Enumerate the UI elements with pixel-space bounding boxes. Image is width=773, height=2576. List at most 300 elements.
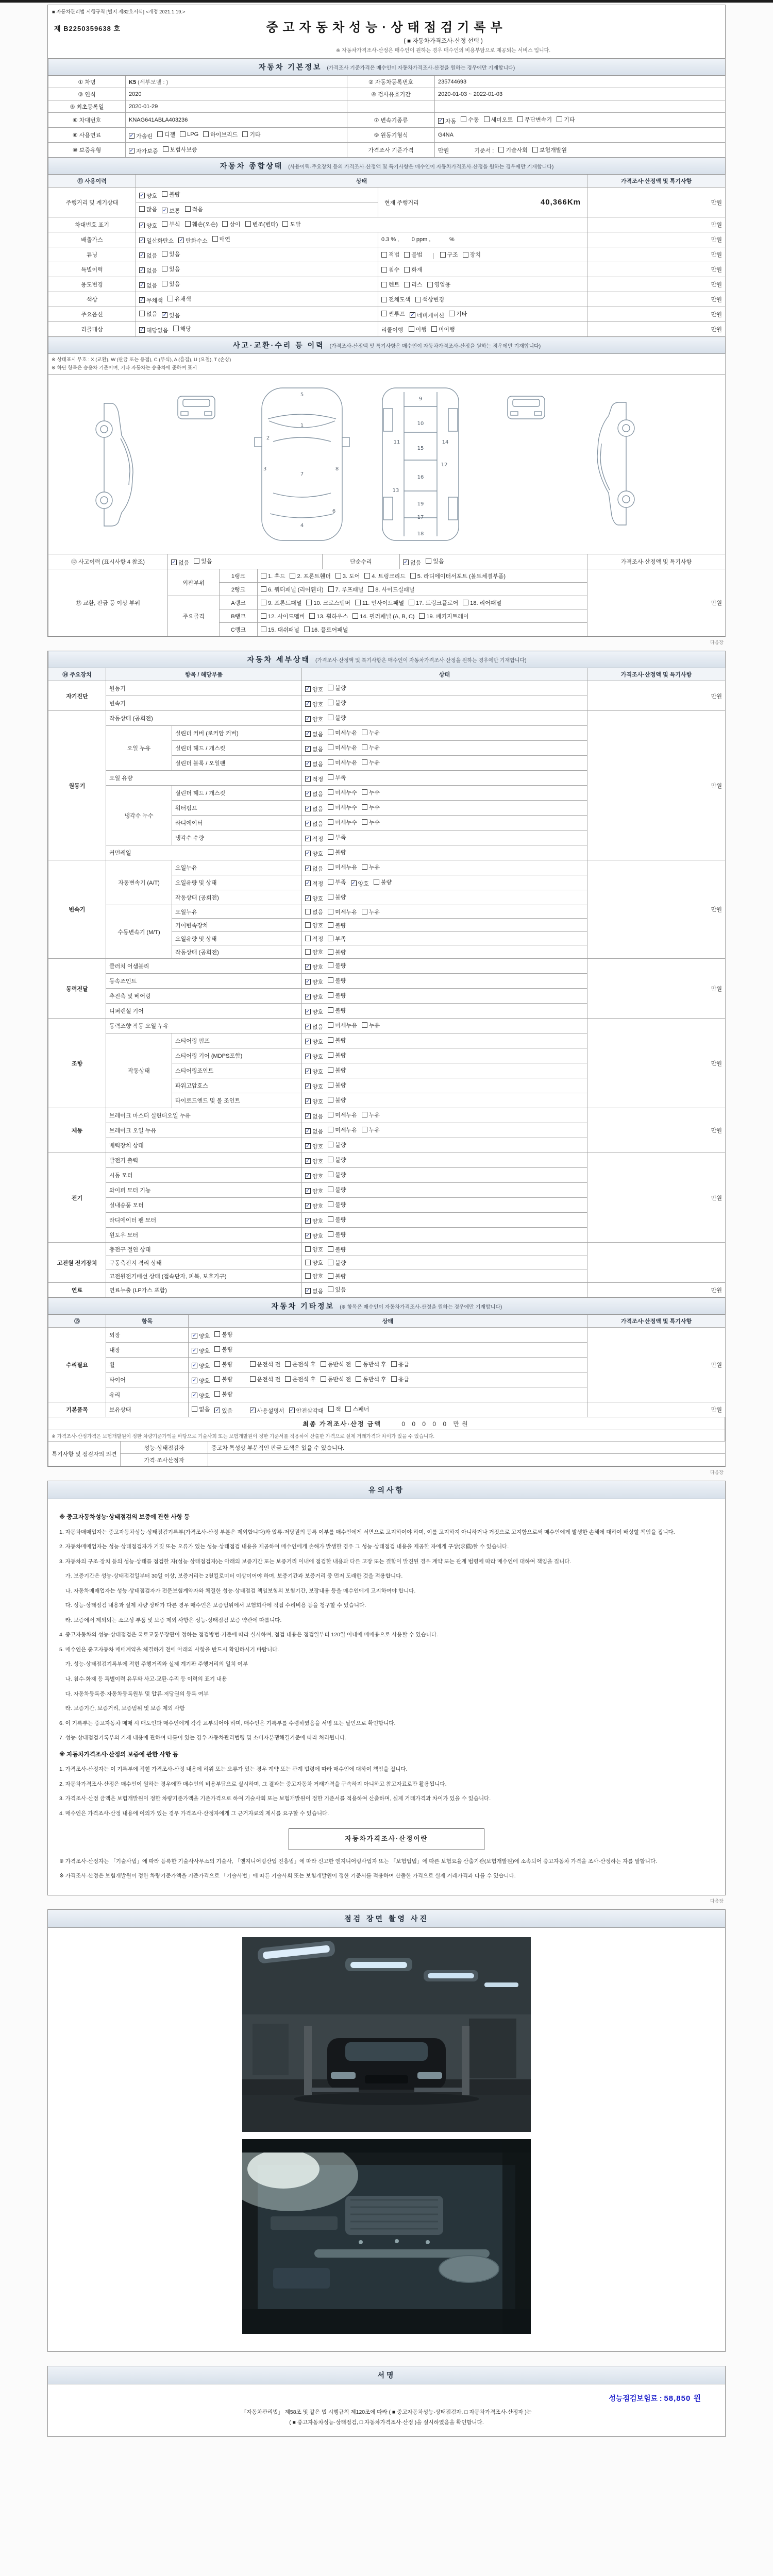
checkbox-option[interactable]	[419, 612, 468, 620]
checkbox-option[interactable]	[171, 558, 189, 567]
checkbox-option[interactable]	[185, 205, 203, 213]
checkbox-option[interactable]	[162, 280, 180, 288]
checkbox-option[interactable]	[449, 310, 467, 318]
state-cell	[302, 905, 587, 919]
checkbox-box	[328, 1142, 333, 1147]
checkbox-option[interactable]	[328, 788, 357, 796]
checkbox-box	[557, 116, 562, 122]
checkbox-option[interactable]	[438, 117, 456, 125]
checkbox-option[interactable]	[185, 220, 218, 228]
checkbox-option[interactable]	[305, 1008, 323, 1016]
checkbox-option[interactable]	[305, 820, 323, 828]
checkbox-option[interactable]	[305, 715, 323, 723]
checkbox-option[interactable]	[305, 1038, 323, 1046]
checkbox-option[interactable]	[362, 863, 380, 871]
checkbox-option[interactable]	[250, 1360, 281, 1368]
checkbox-option[interactable]	[261, 572, 285, 580]
checkbox-label: 리스	[411, 282, 423, 288]
checkbox-option[interactable]	[305, 790, 323, 798]
checkbox-option[interactable]	[261, 599, 301, 607]
checkbox-box: ✓	[140, 267, 144, 273]
table-row	[48, 232, 726, 247]
item-cell: 파워고압호스	[172, 1078, 302, 1093]
checkbox-label: 불량	[222, 1376, 233, 1383]
checkbox-option[interactable]	[328, 1245, 346, 1253]
checkbox-option[interactable]	[129, 147, 158, 155]
checkbox-box	[162, 266, 167, 272]
checkbox-option[interactable]	[180, 131, 198, 138]
checkbox-option[interactable]	[214, 1390, 232, 1398]
checkbox-option[interactable]	[328, 1111, 357, 1119]
item-cell: 시동 모터	[106, 1168, 302, 1183]
checkbox-option[interactable]	[328, 1081, 346, 1089]
rect	[342, 437, 349, 447]
field-label: ③ 연식	[48, 88, 126, 100]
checkbox-option[interactable]	[362, 758, 380, 767]
checkbox-option[interactable]	[194, 557, 212, 565]
checkbox-option[interactable]	[498, 146, 528, 154]
checkbox-option[interactable]	[427, 280, 451, 289]
checkbox-label: 불량	[335, 1172, 346, 1178]
checkbox-option[interactable]	[305, 1245, 323, 1253]
checkbox-label: 렌트	[389, 282, 400, 288]
checkbox-option[interactable]	[309, 612, 348, 620]
checkbox-option[interactable]	[250, 1375, 281, 1383]
checkbox-box: ✓	[306, 731, 310, 737]
checkbox-option[interactable]	[305, 1187, 323, 1195]
row-label: 차대번호 표기	[48, 217, 136, 232]
checkbox-option[interactable]	[440, 250, 458, 259]
checkbox-label: 양호	[312, 1246, 324, 1253]
checkbox-option[interactable]	[139, 281, 157, 290]
checkbox-option[interactable]	[261, 625, 299, 634]
notice-line: 1. 가격조사·산정자는 이 기록부에 적힌 가격조사·산정 내용에 허위 또는 오류가 있는 경우 계약 또는 관계 법령에 따라 매수인에 대하여 책임을 집니다.	[59, 1766, 408, 1773]
checkbox-option[interactable]	[192, 1362, 210, 1370]
checkbox-option[interactable]	[305, 835, 323, 843]
checkbox-option[interactable]	[162, 190, 180, 198]
checkbox-option[interactable]	[157, 130, 175, 139]
checkbox-option[interactable]	[410, 572, 506, 580]
checkbox-label: 있음	[169, 251, 180, 258]
checkbox-option[interactable]	[328, 1156, 346, 1164]
checkbox-option[interactable]	[355, 599, 404, 607]
checkbox-option[interactable]	[305, 978, 323, 986]
checkbox-option[interactable]	[328, 1171, 346, 1179]
checkbox-box	[328, 992, 333, 998]
checkbox-option[interactable]	[285, 1375, 316, 1383]
checkbox-option[interactable]	[328, 935, 346, 943]
checkbox-option[interactable]	[305, 1272, 323, 1280]
checkbox-option[interactable]	[305, 921, 323, 929]
checkbox-option[interactable]	[305, 1112, 323, 1121]
checkbox-label: 동반석 후	[363, 1361, 386, 1368]
checkbox-option[interactable]	[426, 557, 444, 565]
checkbox-option[interactable]	[328, 908, 357, 916]
checkbox-option[interactable]	[328, 818, 357, 826]
checkbox-option[interactable]	[328, 1036, 346, 1044]
device-group-cell: 제동	[48, 1108, 106, 1153]
checkbox-option[interactable]	[305, 1172, 323, 1180]
checkbox-option[interactable]	[139, 222, 157, 230]
checkbox-box	[362, 804, 367, 810]
div	[381, 198, 584, 207]
text: 15	[417, 446, 424, 452]
checkbox-option[interactable]	[381, 295, 411, 303]
checkbox-option[interactable]	[328, 1051, 346, 1059]
checkbox-label: 운전석 후	[292, 1361, 316, 1368]
checkbox-option[interactable]	[212, 235, 230, 243]
checkbox-option[interactable]	[305, 894, 323, 903]
checkbox-option[interactable]	[139, 326, 169, 334]
checkbox-option[interactable]	[463, 599, 501, 607]
checkbox-option[interactable]	[356, 1375, 386, 1383]
checkbox-box	[305, 1273, 311, 1279]
checkbox-option[interactable]	[328, 991, 346, 999]
checkbox-option[interactable]	[192, 1377, 210, 1385]
checkbox-box	[304, 626, 310, 632]
checkbox-option[interactable]	[162, 250, 180, 258]
checkbox-option[interactable]	[305, 700, 323, 708]
checkbox-label: 없음	[178, 560, 190, 566]
checkbox-label: 없음	[146, 311, 158, 317]
checkbox-label: 불량	[335, 1201, 346, 1208]
checkbox-option[interactable]	[192, 1347, 210, 1355]
checkbox-option[interactable]	[328, 714, 346, 722]
checkbox-option[interactable]	[304, 625, 348, 634]
checkbox-option[interactable]	[381, 250, 399, 259]
checkbox-option[interactable]	[178, 236, 208, 245]
checkbox-option[interactable]	[381, 265, 399, 274]
price-cell: 만원	[587, 217, 726, 232]
checkbox-option[interactable]	[305, 1097, 323, 1106]
checkbox-option[interactable]	[214, 1406, 232, 1415]
checkbox-option[interactable]	[305, 775, 323, 783]
checkbox-label: 구조	[447, 252, 458, 258]
device-group-cell: 전기	[48, 1153, 106, 1243]
checkbox-option[interactable]	[328, 585, 364, 594]
checkbox-option[interactable]	[250, 1406, 284, 1415]
checkbox-option[interactable]	[163, 145, 197, 154]
checkbox-box: ✓	[140, 282, 144, 288]
checkbox-option[interactable]	[214, 1330, 232, 1338]
price-cell: 만원	[587, 1108, 726, 1153]
checkbox-option[interactable]	[328, 1259, 346, 1267]
circle	[395, 2239, 399, 2243]
checkbox-option[interactable]	[362, 908, 380, 916]
checkbox-option[interactable]	[463, 250, 481, 259]
td	[48, 59, 726, 76]
checkbox-option[interactable]	[328, 1230, 346, 1239]
checkbox-option[interactable]	[404, 280, 422, 289]
checkbox-label: 누수	[368, 804, 380, 811]
notice-list	[59, 1764, 714, 1819]
checkbox-option[interactable]	[261, 612, 305, 620]
checkbox-label: 도말	[290, 221, 301, 228]
checkbox-label: 미세누수	[335, 819, 357, 826]
checkbox-option[interactable]	[305, 1053, 323, 1061]
checkbox-option[interactable]	[362, 788, 380, 796]
checkbox-option[interactable]	[139, 296, 163, 304]
checkbox-option[interactable]	[335, 572, 360, 580]
checkbox-option[interactable]	[173, 325, 191, 333]
state-cell	[189, 1328, 587, 1343]
text: 10	[417, 421, 424, 427]
checkbox-option[interactable]	[328, 833, 346, 841]
checkbox-box	[362, 1112, 367, 1117]
checkbox-option[interactable]	[321, 1375, 351, 1383]
checkbox-box	[415, 297, 421, 302]
checkbox-option[interactable]	[409, 325, 427, 333]
checkbox-box: ✓	[306, 1054, 310, 1060]
checkbox-option[interactable]	[328, 803, 357, 811]
state-cell	[302, 726, 587, 741]
item-cell: 실린더 블록 / 오일팬	[172, 756, 302, 771]
checkbox-option[interactable]	[305, 730, 323, 738]
column-header: 가격조사·산정액 및 특기사항	[587, 554, 726, 569]
checkbox-option[interactable]	[557, 115, 575, 124]
checkbox-option[interactable]	[362, 803, 380, 811]
checkbox-option[interactable]	[139, 251, 157, 260]
column-header: 항목	[106, 1315, 189, 1328]
checkbox-label: 누유	[368, 759, 380, 766]
checkbox-option[interactable]	[305, 948, 323, 956]
checkbox-box	[328, 949, 333, 955]
checkbox-option[interactable]	[192, 1332, 210, 1340]
checkbox-option[interactable]	[381, 280, 399, 289]
checkbox-option[interactable]	[362, 1021, 380, 1029]
checkbox-label: 적정	[312, 836, 324, 842]
checkbox-option[interactable]	[305, 850, 323, 858]
state-cell	[302, 919, 587, 932]
checkbox-label: 무단변속기	[525, 116, 552, 123]
checkbox-box: ✓	[306, 1218, 310, 1224]
checkbox-option[interactable]	[328, 1006, 346, 1014]
checkbox-option[interactable]	[305, 1217, 323, 1225]
checkbox-option[interactable]	[305, 993, 323, 1001]
checkbox-option[interactable]	[328, 684, 346, 692]
checkbox-label: 없음	[312, 1024, 324, 1030]
checkbox-option[interactable]	[328, 1200, 346, 1209]
checkbox-option[interactable]	[328, 1066, 346, 1074]
checkbox-option[interactable]	[305, 935, 323, 943]
checkbox-option[interactable]	[362, 1126, 380, 1134]
checkbox-option[interactable]	[305, 1142, 323, 1150]
checkbox-option[interactable]	[321, 1360, 351, 1368]
checkbox-option[interactable]	[328, 728, 357, 737]
checkbox-option[interactable]	[328, 773, 346, 782]
checkbox-option[interactable]	[362, 1111, 380, 1119]
checkbox-option[interactable]	[290, 572, 330, 580]
checkbox-option[interactable]	[305, 865, 323, 873]
checkbox-option[interactable]	[410, 311, 444, 319]
checkbox-option[interactable]	[328, 893, 346, 901]
checkbox-option[interactable]	[328, 1405, 341, 1413]
checkbox-option[interactable]	[192, 1405, 210, 1413]
checkbox-option[interactable]	[517, 115, 552, 124]
checkbox-option[interactable]	[192, 1392, 210, 1400]
checkbox-option[interactable]	[391, 1360, 409, 1368]
checkbox-box: ✓	[306, 836, 310, 842]
state-cell	[302, 1153, 587, 1168]
checkbox-option[interactable]	[305, 1082, 323, 1091]
checkbox-option[interactable]	[404, 250, 422, 259]
checkbox-option[interactable]	[305, 908, 323, 916]
checkbox-option[interactable]	[328, 1215, 346, 1224]
checkbox-option[interactable]	[167, 295, 191, 303]
checkbox-option[interactable]	[289, 1406, 324, 1415]
state-cell	[302, 860, 587, 875]
checkbox-option[interactable]	[305, 963, 323, 971]
checkbox-option[interactable]	[328, 758, 357, 767]
state-cell	[302, 932, 587, 945]
checkbox-label: 부족	[335, 774, 346, 781]
checkbox-option[interactable]	[328, 1285, 346, 1294]
checkbox-option[interactable]	[139, 266, 157, 275]
checkbox-option[interactable]	[305, 1202, 323, 1210]
device-group-cell: 자기진단	[48, 681, 106, 711]
checkbox-option[interactable]	[305, 1023, 323, 1031]
checkbox-option[interactable]	[162, 207, 180, 215]
checkbox-option[interactable]	[305, 685, 323, 693]
checkbox-option[interactable]	[305, 760, 323, 768]
checkbox-option[interactable]	[415, 295, 445, 303]
checkbox-box	[328, 864, 333, 870]
row-label: ⑬ 교환, 판금 등 이상 부위	[48, 569, 168, 636]
checkbox-box	[449, 311, 455, 316]
checkbox-option[interactable]	[356, 1360, 386, 1368]
rank-label: B랭크	[220, 609, 258, 623]
checkbox-option[interactable]	[214, 1375, 232, 1383]
checkbox-option[interactable]	[214, 1345, 232, 1353]
checkbox-option[interactable]	[328, 848, 346, 856]
checkbox-box	[250, 1376, 256, 1382]
checkbox-option[interactable]	[374, 878, 392, 886]
checkbox-option[interactable]	[328, 976, 346, 985]
checkbox-option[interactable]	[139, 205, 157, 213]
checkbox-option[interactable]	[139, 236, 174, 245]
checkbox-option[interactable]	[129, 132, 153, 140]
checkbox-option[interactable]	[162, 265, 180, 273]
checkbox-option[interactable]	[305, 1232, 323, 1240]
checkbox-option[interactable]	[409, 599, 458, 607]
checkbox-option[interactable]	[245, 220, 278, 228]
span	[381, 253, 427, 259]
checkbox-option[interactable]	[328, 1185, 346, 1194]
text: 19	[417, 501, 424, 507]
checkbox-option[interactable]	[345, 1405, 369, 1413]
checkbox-option[interactable]	[532, 146, 567, 154]
checkbox-option[interactable]	[364, 572, 405, 580]
checkbox-option[interactable]	[306, 599, 350, 607]
checkbox-option[interactable]	[328, 1126, 357, 1134]
checkbox-option[interactable]	[431, 325, 455, 333]
checkbox-option[interactable]	[328, 921, 346, 929]
checkbox-label: 불량	[222, 1346, 233, 1353]
checkbox-box	[167, 296, 173, 301]
checkbox-box: ✓	[306, 1188, 310, 1194]
checkbox-option[interactable]	[305, 1127, 323, 1136]
checkbox-option[interactable]	[285, 1360, 316, 1368]
checkbox-option[interactable]	[328, 1096, 346, 1104]
checkbox-option[interactable]	[368, 585, 414, 594]
checkbox-option[interactable]	[162, 220, 180, 228]
checkbox-option[interactable]	[381, 310, 405, 318]
checkbox-option[interactable]	[351, 879, 369, 888]
checkbox-option[interactable]	[328, 1141, 346, 1149]
checkbox-option[interactable]	[305, 1259, 323, 1267]
price-cell: 만원	[587, 322, 726, 337]
field-value	[435, 143, 726, 158]
checkbox-option[interactable]	[362, 743, 380, 752]
checkbox-option[interactable]	[484, 115, 513, 124]
circle	[359, 2240, 363, 2244]
checkbox-option[interactable]	[328, 743, 357, 752]
checkbox-option[interactable]	[391, 1375, 409, 1383]
checkbox-option[interactable]	[162, 311, 180, 319]
checkbox-option[interactable]	[305, 745, 323, 753]
checkbox-option[interactable]	[305, 1157, 323, 1165]
checkbox-label: 13. 휠하우스	[316, 613, 348, 620]
table-row	[48, 1454, 726, 1466]
checkbox-box	[180, 131, 186, 137]
checkbox-option[interactable]	[261, 585, 324, 594]
checkbox-option[interactable]	[139, 310, 157, 318]
table-row	[48, 76, 726, 88]
checkbox-label: 16. 플로어패널	[311, 626, 348, 633]
checkbox-option[interactable]	[328, 1021, 357, 1029]
checkbox-option[interactable]	[362, 728, 380, 737]
checkbox-option[interactable]	[282, 220, 300, 228]
checkbox-option[interactable]	[352, 612, 414, 620]
checkbox-box: ✓	[306, 821, 310, 827]
state-cell	[189, 1387, 587, 1402]
notice-list	[59, 1527, 714, 1744]
checkbox-option[interactable]	[305, 1287, 323, 1295]
checkbox-label: 불량	[335, 1216, 346, 1223]
sub-group-cell: 냉각수 누수	[106, 786, 172, 845]
checkbox-option[interactable]	[203, 130, 238, 139]
checkbox-option[interactable]	[328, 961, 346, 970]
checkbox-option[interactable]	[328, 699, 346, 707]
checkbox-option[interactable]	[214, 1360, 232, 1368]
checkbox-option[interactable]	[305, 879, 323, 888]
inspector-type: 성능·상태점검자	[121, 1442, 208, 1454]
checkbox-option[interactable]	[362, 818, 380, 826]
checkbox-option[interactable]	[242, 130, 260, 139]
state-cell	[136, 307, 378, 322]
checkbox-option[interactable]	[222, 220, 240, 228]
checkbox-option[interactable]	[403, 558, 421, 567]
checkbox-option[interactable]	[305, 1067, 323, 1076]
recall-sub-label: 리콜이행	[381, 327, 404, 334]
table-row	[48, 569, 726, 583]
checkbox-option[interactable]	[139, 192, 157, 200]
checkbox-box: ✓	[306, 851, 310, 857]
checkbox-option[interactable]	[305, 805, 323, 813]
text: 16	[417, 474, 424, 481]
final-price-table	[48, 1417, 725, 1442]
checkbox-option[interactable]	[328, 878, 346, 886]
item-cell: 커먼레일	[106, 845, 302, 860]
item-cell: 원동기	[106, 681, 302, 696]
checkbox-option[interactable]	[328, 948, 346, 956]
checkbox-option[interactable]	[404, 265, 422, 274]
checkbox-option[interactable]	[328, 863, 357, 871]
checkbox-option[interactable]	[461, 115, 479, 124]
notice-line: 나. 자동차매매업자는 성능·상태점검자가 전문보험계약자와 체결한 성능·상태점검 책임보험의 보험기간, 보장내용 등을 매수인에게 고지하여야 합니다.	[59, 1587, 416, 1594]
price-cell: 만원	[587, 1283, 726, 1298]
checkbox-option[interactable]	[328, 1272, 346, 1280]
